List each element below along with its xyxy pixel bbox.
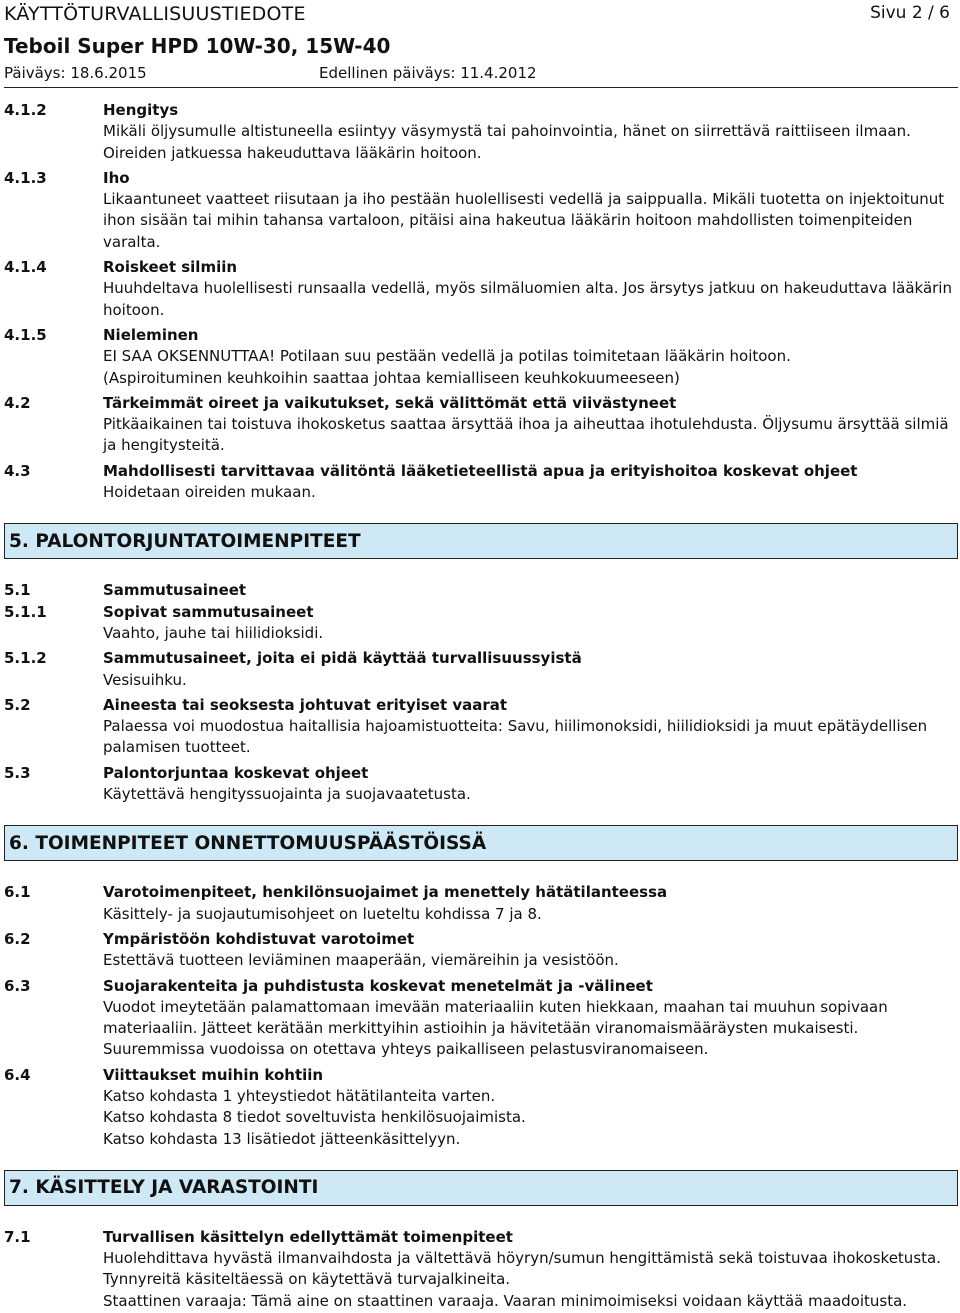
previous-date: Edellinen päiväys: 11.4.2012 xyxy=(319,64,537,82)
subsection-4-2 xyxy=(4,393,958,457)
body-text: Mikäli öljysumulle altistuneella esiintyy väsymystä tai pahoinvointia, hänet on siirrettävä raittiiseen ilmaan. xyxy=(103,122,911,141)
body-text: Estettävä tuotteen leviäminen maaperään, viemäreihin ja vesistöön. xyxy=(103,951,619,970)
subsection-7-1 xyxy=(4,1227,958,1312)
subsection-title: Sammutusaineet xyxy=(103,581,247,600)
subsection-title: Hengitys xyxy=(103,101,179,119)
body-text: Palaessa voi muodostua haitallisia hajoamistuotteita: Savu, hiilimonoksidi, hiilidioksidi ja muut epätäydellisen palamisen tuotteet. xyxy=(103,717,928,757)
body-text: Katso kohdasta 13 lisätiedot jätteenkäsittelyyn. xyxy=(103,1129,461,1148)
subsection-title: Roiskeet silmiin xyxy=(103,258,238,277)
body-text: EI SAA OKSENNUTTAA! Potilaan suu pestään vedellä ja potilas toimitetaan lääkärin hoitoon. xyxy=(103,347,791,366)
subsection-number: 4.1.4 xyxy=(4,258,47,277)
subsection-number: 4.1.2 xyxy=(4,101,47,119)
body-text: Suuremmissa vuodoissa on otettava yhteys paikalliseen pelastusviranomaiseen. xyxy=(103,1040,709,1059)
body-text: Käytettävä hengityssuojainta ja suojavaatetusta. xyxy=(103,785,471,804)
subsection-title: Mahdollisesti tarvittavaa välitöntä lääketieteellistä apua ja erityishoitoa koskevat ohjeet xyxy=(103,461,858,480)
subsection-5-3 xyxy=(4,763,958,806)
subsection-number: 4.1.3 xyxy=(4,168,47,187)
body-text: Huuhdeltava huolellisesti runsaalla vedellä, myös silmäluomien alta. Jos ärsytys jatkuu on hakeuduttava lääkärin hoitoon. xyxy=(103,279,952,319)
subsection-title: Aineesta tai seoksesta johtuvat erityiset vaarat xyxy=(103,695,508,714)
subsection-number: 5.1 xyxy=(4,581,31,600)
subsection-6-1 xyxy=(4,882,958,925)
body-text: (Aspiroituminen keuhkoihin saattaa johtaa kemialliseen keuhkokuumeeseen) xyxy=(103,368,680,387)
section-heading-7: 7. KÄSITTELY JA VARASTOINTI xyxy=(4,1170,958,1206)
subsection-6-3 xyxy=(4,976,958,1061)
subsection-4-3 xyxy=(4,461,958,504)
subsection-title: Palontorjuntaa koskevat ohjeet xyxy=(103,763,369,782)
subsection-number: 5.1.2 xyxy=(4,649,47,668)
subsection-number: 6.2 xyxy=(4,929,31,948)
page-number: Sivu 2 / 6 xyxy=(870,3,950,23)
subsection-number: 5.2 xyxy=(4,695,31,714)
subsection-number: 7.1 xyxy=(4,1227,31,1246)
body-text: Vuodot imeytetään palamattomaan imevään materiaaliin kuten hiekkaan, maahan tai muuhun sopivaan materiaaliin. Jätteet kerätään merkittyihin astioihin ja hävitetään viranomaismääräysten mukaisesti. xyxy=(103,997,888,1038)
subsection-5-1-1 xyxy=(4,602,958,645)
subsection-title: Ympäristöön kohdistuvat varotoimet xyxy=(103,929,415,948)
subsection-4-1-3 xyxy=(4,168,958,253)
subsection-5-1-2 xyxy=(4,648,958,691)
body-text: Oireiden jatkuessa hakeuduttava lääkärin hoitoon. xyxy=(103,143,482,162)
subsection-title: Sopivat sammutusaineet xyxy=(103,602,314,621)
subsection-title: Turvallisen käsittelyn edellyttämät toimenpiteet xyxy=(103,1227,513,1246)
subsection-title: Tärkeimmät oireet ja vaikutukset, sekä välittömät että viivästyneet xyxy=(103,393,677,412)
subsection-number: 6.1 xyxy=(4,883,31,902)
subsection-title: Iho xyxy=(103,168,130,187)
section-heading-5: 5. PALONTORJUNTATOIMENPITEET xyxy=(4,523,958,559)
subsection-5-1 xyxy=(4,580,958,601)
body-text: Käsittely- ja suojautumisohjeet on lueteltu kohdissa 7 ja 8. xyxy=(103,904,542,923)
body-text: Vaahto, jauhe tai hiilidioksidi. xyxy=(103,623,324,642)
header-divider xyxy=(4,87,958,88)
subsection-number: 5.3 xyxy=(4,763,31,782)
product-name: Teboil Super HPD 10W-30, 15W-40 xyxy=(4,34,391,58)
subsection-title: Varotoimenpiteet, henkilönsuojaimet ja menettely hätätilanteessa xyxy=(103,883,668,902)
subsection-4-1-5 xyxy=(4,325,958,389)
body-text: Pitkäaikainen tai toistuva ihokosketus saattaa ärsyttää ihoa ja aiheuttaa ihotulehdusta. Öljysumu ärsyttää silmiä ja hengitysteitä. xyxy=(103,415,949,455)
subsection-number: 4.1.5 xyxy=(4,325,47,344)
subsection-6-4 xyxy=(4,1065,958,1150)
issue-date: Päiväys: 18.6.2015 xyxy=(4,64,147,82)
subsection-title: Suojarakenteita ja puhdistusta koskevat menetelmät ja -välineet xyxy=(103,976,653,995)
subsection-4-1-2 xyxy=(4,100,958,164)
body-text: Likaantuneet vaatteet riisutaan ja iho pestään huolellisesti vedellä ja saippualla. Mikäli tuotetta on injektoitunut ihon sisään tai mihin tahansa vartaloon, pitäisi aina hakeutua lääkärin hoitoon mahdollisten toimenpiteiden varalta. xyxy=(103,190,945,251)
subsection-number: 4.3 xyxy=(4,461,31,480)
subsection-5-2 xyxy=(4,695,958,759)
body-text: Staattinen varaaja: Tämä aine on staattinen varaaja. Vaaran minimoimiseksi voidaan käyttää maadoitusta. xyxy=(103,1291,908,1310)
subsection-title: Sammutusaineet, joita ei pidä käyttää turvallisuussyistä xyxy=(103,649,582,668)
body-text: Hoidetaan oireiden mukaan. xyxy=(103,483,316,502)
subsection-number: 6.3 xyxy=(4,976,31,995)
subsection-title: Viittaukset muihin kohtiin xyxy=(103,1065,324,1084)
subsection-number: 6.4 xyxy=(4,1065,31,1084)
subsection-number: 5.1.1 xyxy=(4,602,47,621)
subsection-title: Nieleminen xyxy=(103,325,199,344)
body-text: Katso kohdasta 8 tiedot soveltuvista henkilösuojaimista. xyxy=(103,1108,526,1127)
document-body xyxy=(4,100,958,1312)
subsection-4-1-4 xyxy=(4,257,958,321)
body-text: Tynnyreitä käsiteltäessä on käytettävä turvajalkineita. xyxy=(103,1270,511,1289)
section-heading-6: 6. TOIMENPITEET ONNETTOMUUSPÄÄSTÖISSÄ xyxy=(4,825,958,861)
body-text: Huolehdittava hyvästä ilmanvaihdosta ja vältettävä höyryn/sumun hengittämistä sekä toistuvaa ihokosketusta. xyxy=(103,1249,941,1268)
body-text: Katso kohdasta 1 yhteystiedot hätätilanteita varten. xyxy=(103,1086,496,1105)
body-text: Vesisuihku. xyxy=(103,670,187,689)
document-type: KÄYTTÖTURVALLISUUSTIEDOTE xyxy=(4,3,306,25)
subsection-number: 4.2 xyxy=(4,393,31,412)
subsection-6-2 xyxy=(4,929,958,972)
